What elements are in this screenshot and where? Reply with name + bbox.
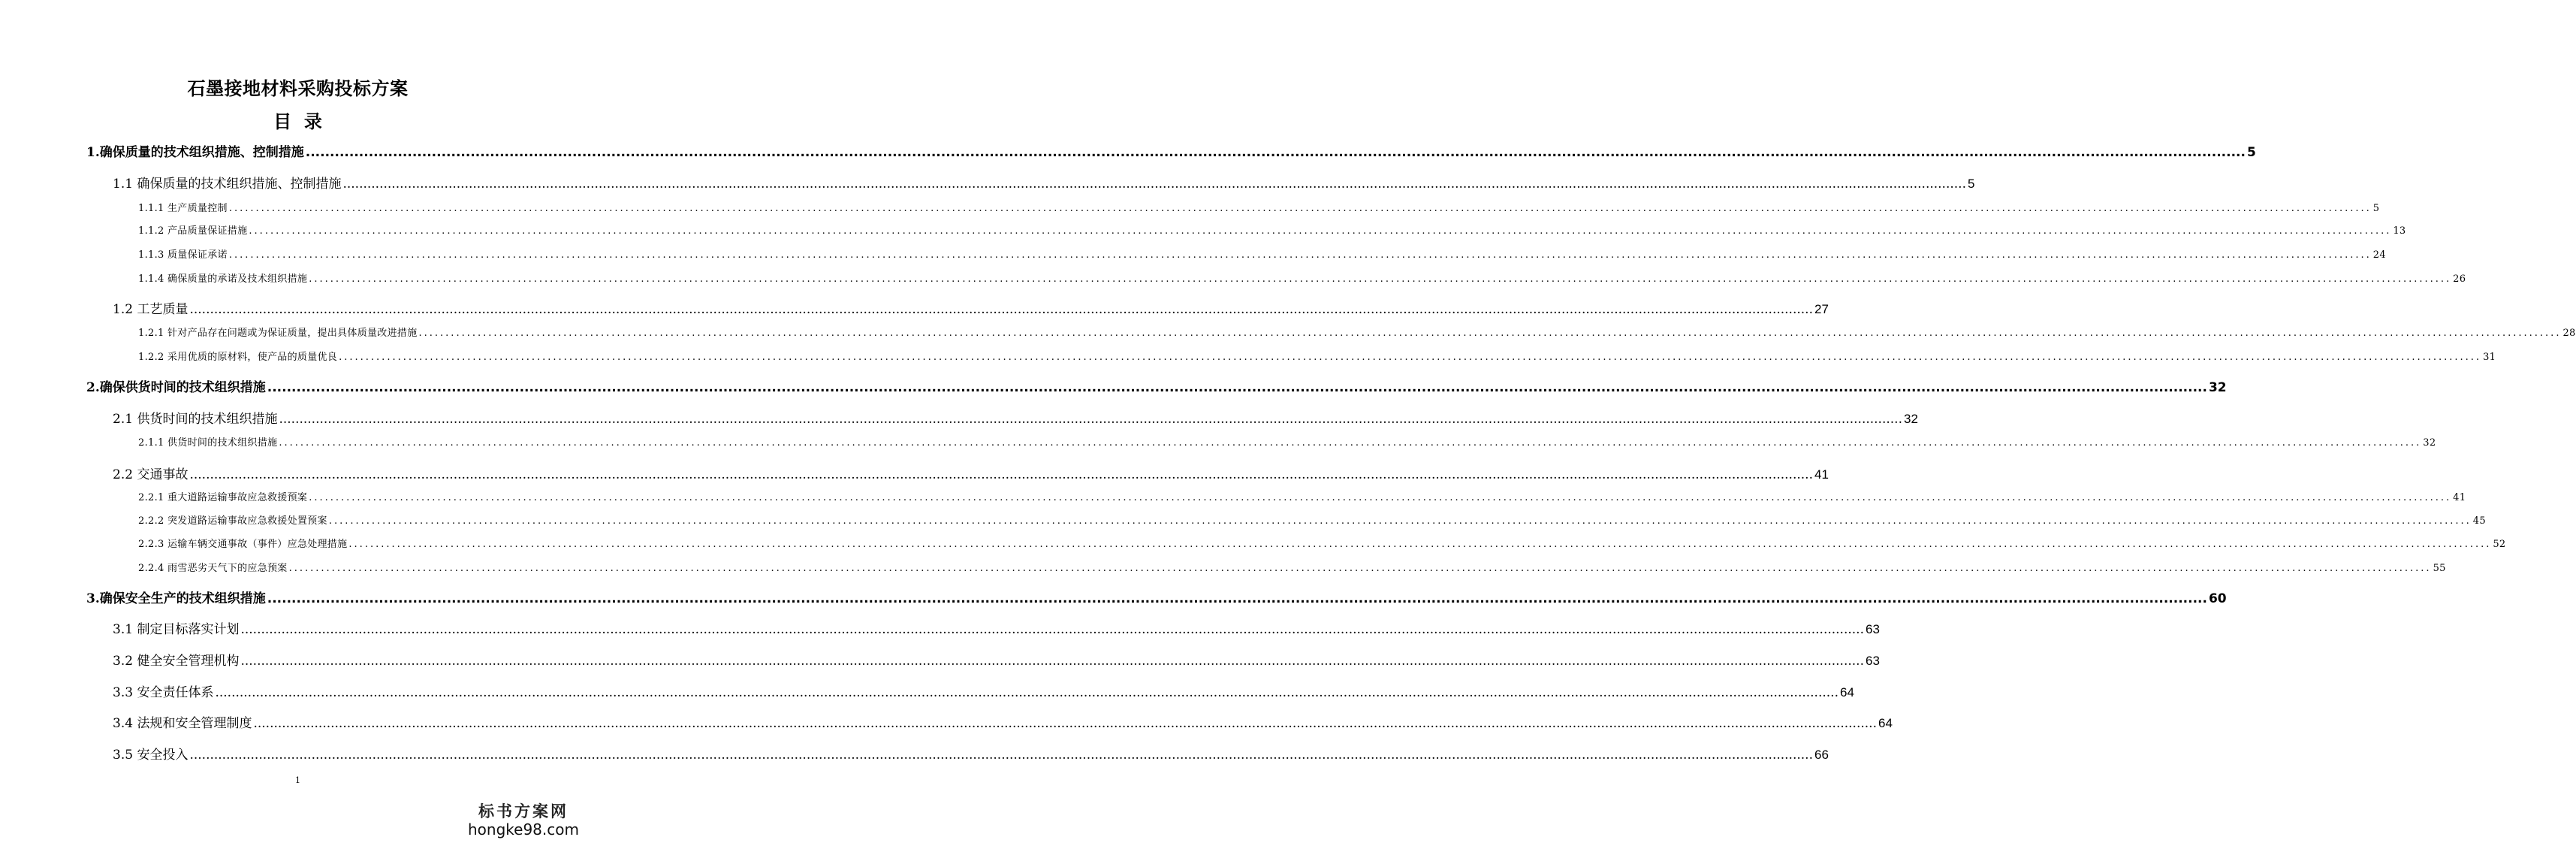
toc-entry-page: 41: [1814, 467, 1829, 482]
toc-entry[interactable]: [86, 141, 2256, 160]
toc-entry-page: 63: [1865, 622, 1880, 636]
toc-entry-title: 2.2.4 雨雪恶劣天气下的应急预案: [138, 563, 288, 574]
toc-entry[interactable]: [138, 434, 2436, 449]
toc-entry-page: 5: [1967, 177, 1975, 191]
toc-heading: 目 录: [273, 110, 322, 132]
toc-entry-title: 1.2 工艺质量: [113, 302, 189, 317]
watermark-logo: [463, 799, 584, 838]
toc-entry[interactable]: [113, 681, 1854, 700]
toc-entry[interactable]: [113, 408, 1918, 427]
toc-leader-dots: ................................................................................................................................................................................................................................................................................................................................................................................................................: [305, 145, 2246, 160]
toc-entry-title: 2.2.2 突发道路运输事故应急救援处置预案: [138, 515, 327, 527]
toc-entry[interactable]: [138, 349, 2496, 363]
toc-entry-title: 2.2 交通事故: [113, 467, 189, 482]
toc-entry-title: 1.1.1 生产质量控制: [138, 203, 228, 214]
toc-entry-title: 1.2.2 采用优质的原材料，使产品的质量优良: [138, 352, 338, 363]
toc-entry-title: 3.3 安全责任体系: [113, 685, 214, 700]
toc-entry-title: 3.5 安全投入: [113, 748, 189, 763]
toc-entry[interactable]: [113, 464, 1829, 482]
toc-entry-page: 5: [2372, 203, 2380, 214]
toc-entry-title: 2.1 供货时间的技术组织措施: [113, 412, 278, 427]
toc-entry[interactable]: [138, 222, 2406, 237]
toc-entry[interactable]: [138, 512, 2486, 527]
toc-entry-title: 1.1.3 质量保证承诺: [138, 249, 228, 261]
toc-leader-dots: ................................................................................................................................................................................................................................................................................................................................................................................................................: [253, 716, 1877, 731]
toc-entry[interactable]: [138, 560, 2446, 574]
toc-leader-dots: ................................................................................................................................................................................................................................................................................................................................................................................................................: [228, 203, 2372, 214]
toc-entry-title: 3.2 健全安全管理机构: [113, 654, 240, 669]
toc-entry-page: 60: [2208, 591, 2227, 606]
toc-leader-dots: ................................................................................................................................................................................................................................................................................................................................................................................................................: [339, 352, 2482, 363]
toc-entry-page: 63: [1865, 654, 1880, 668]
toc-leader-dots: ................................................................................................................................................................................................................................................................................................................................................................................................................: [267, 591, 2207, 606]
toc-entry-page: 64: [1878, 716, 1893, 730]
toc-leader-dots: ................................................................................................................................................................................................................................................................................................................................................................................................................: [189, 467, 1813, 482]
toc-entry-page: 64: [1839, 685, 1854, 699]
toc-entry-page: 41: [2453, 492, 2466, 503]
toc-leader-dots: ................................................................................................................................................................................................................................................................................................................................................................................................................: [189, 302, 1813, 317]
toc-entry[interactable]: [138, 489, 2466, 503]
toc-entry-title: 2.2.3 运输车辆交通事故（事件）应急处理措施: [138, 539, 348, 550]
toc-leader-dots: ................................................................................................................................................................................................................................................................................................................................................................................................................: [267, 380, 2207, 395]
page-number: 1: [295, 775, 300, 785]
toc-entry-title: 1.1 确保质量的技术组织措施、控制措施: [113, 177, 342, 192]
toc-entry-title: 1.确保质量的技术组织措施、控制措施: [86, 145, 304, 160]
watermark-name: 标书方案网: [478, 802, 569, 820]
toc-entry[interactable]: [113, 650, 1880, 669]
toc-entry[interactable]: [113, 712, 1893, 731]
toc-leader-dots: ................................................................................................................................................................................................................................................................................................................................................................................................................: [189, 748, 1813, 763]
toc-entry-page: 26: [2453, 273, 2466, 285]
toc-entry-title: 2.确保供货时间的技术组织措施: [86, 380, 266, 395]
toc-leader-dots: ................................................................................................................................................................................................................................................................................................................................................................................................................: [240, 654, 1864, 669]
toc-entry-title: 2.2.1 重大道路运输事故应急救援预案: [138, 492, 308, 503]
toc-entry[interactable]: [138, 200, 2380, 214]
toc-entry-page: 24: [2372, 249, 2386, 261]
toc-entry[interactable]: [113, 744, 1829, 763]
toc-leader-dots: ................................................................................................................................................................................................................................................................................................................................................................................................................: [249, 225, 2392, 237]
document-title: 石墨接地材料采购投标方案: [187, 77, 409, 99]
toc-leader-dots: ................................................................................................................................................................................................................................................................................................................................................................................................................: [348, 539, 2492, 550]
toc-leader-dots: ................................................................................................................................................................................................................................................................................................................................................................................................................: [309, 273, 2452, 285]
toc-entry[interactable]: [86, 588, 2227, 606]
toc-entry[interactable]: [86, 376, 2227, 395]
toc-entry[interactable]: [138, 325, 2576, 339]
toc-entry-title: 3.确保安全生产的技术组织措施: [86, 591, 266, 606]
toc-entry-page: 31: [2483, 352, 2496, 363]
toc-leader-dots: ................................................................................................................................................................................................................................................................................................................................................................................................................: [240, 622, 1864, 637]
toc-entry[interactable]: [113, 618, 1880, 637]
toc-entry-title: 2.1.1 供货时间的技术组织措施: [138, 437, 278, 449]
toc-entry-page: 28: [2562, 328, 2576, 339]
toc-leader-dots: ................................................................................................................................................................................................................................................................................................................................................................................................................: [309, 492, 2452, 503]
toc-leader-dots: ................................................................................................................................................................................................................................................................................................................................................................................................................: [288, 563, 2432, 574]
toc-entry-title: 3.4 法规和安全管理制度: [113, 716, 252, 731]
toc-entry-page: 32: [2423, 437, 2436, 449]
toc-entry-page: 55: [2433, 563, 2446, 574]
toc-entry[interactable]: [113, 173, 1975, 192]
toc-entry-page: 66: [1814, 748, 1829, 762]
toc-entry-page: 32: [1903, 412, 1918, 426]
toc-leader-dots: ................................................................................................................................................................................................................................................................................................................................................................................................................: [279, 437, 2422, 449]
toc-entry-page: 32: [2208, 380, 2227, 395]
toc-entry-title: 1.1.2 产品质量保证措施: [138, 225, 248, 237]
toc-leader-dots: ................................................................................................................................................................................................................................................................................................................................................................................................................: [418, 328, 2562, 339]
toc-entry-page: 13: [2393, 225, 2406, 237]
toc-entry-title: 3.1 制定目标落实计划: [113, 622, 240, 637]
toc-entry-page: 27: [1814, 302, 1829, 316]
toc-entry-page: 5: [2246, 145, 2256, 160]
toc-leader-dots: ................................................................................................................................................................................................................................................................................................................................................................................................................: [228, 249, 2372, 261]
toc-leader-dots: ................................................................................................................................................................................................................................................................................................................................................................................................................: [215, 685, 1838, 700]
toc-entry-page: 45: [2472, 515, 2486, 527]
watermark-url: hongke98.com: [468, 820, 579, 838]
toc-leader-dots: ................................................................................................................................................................................................................................................................................................................................................................................................................: [342, 177, 1966, 192]
toc-entry-page: 52: [2493, 539, 2506, 550]
toc-entry[interactable]: [138, 536, 2506, 550]
toc-leader-dots: ................................................................................................................................................................................................................................................................................................................................................................................................................: [279, 412, 1902, 427]
toc-leader-dots: ................................................................................................................................................................................................................................................................................................................................................................................................................: [328, 515, 2472, 527]
toc-entry[interactable]: [113, 298, 1829, 317]
toc-entry[interactable]: [138, 246, 2386, 261]
toc-entry[interactable]: [138, 270, 2466, 285]
toc-entry-title: 1.2.1 针对产品存在问题或为保证质量，提出具体质量改进措施: [138, 328, 418, 339]
toc-entry-title: 1.1.4 确保质量的承诺及技术组织措施: [138, 273, 308, 285]
